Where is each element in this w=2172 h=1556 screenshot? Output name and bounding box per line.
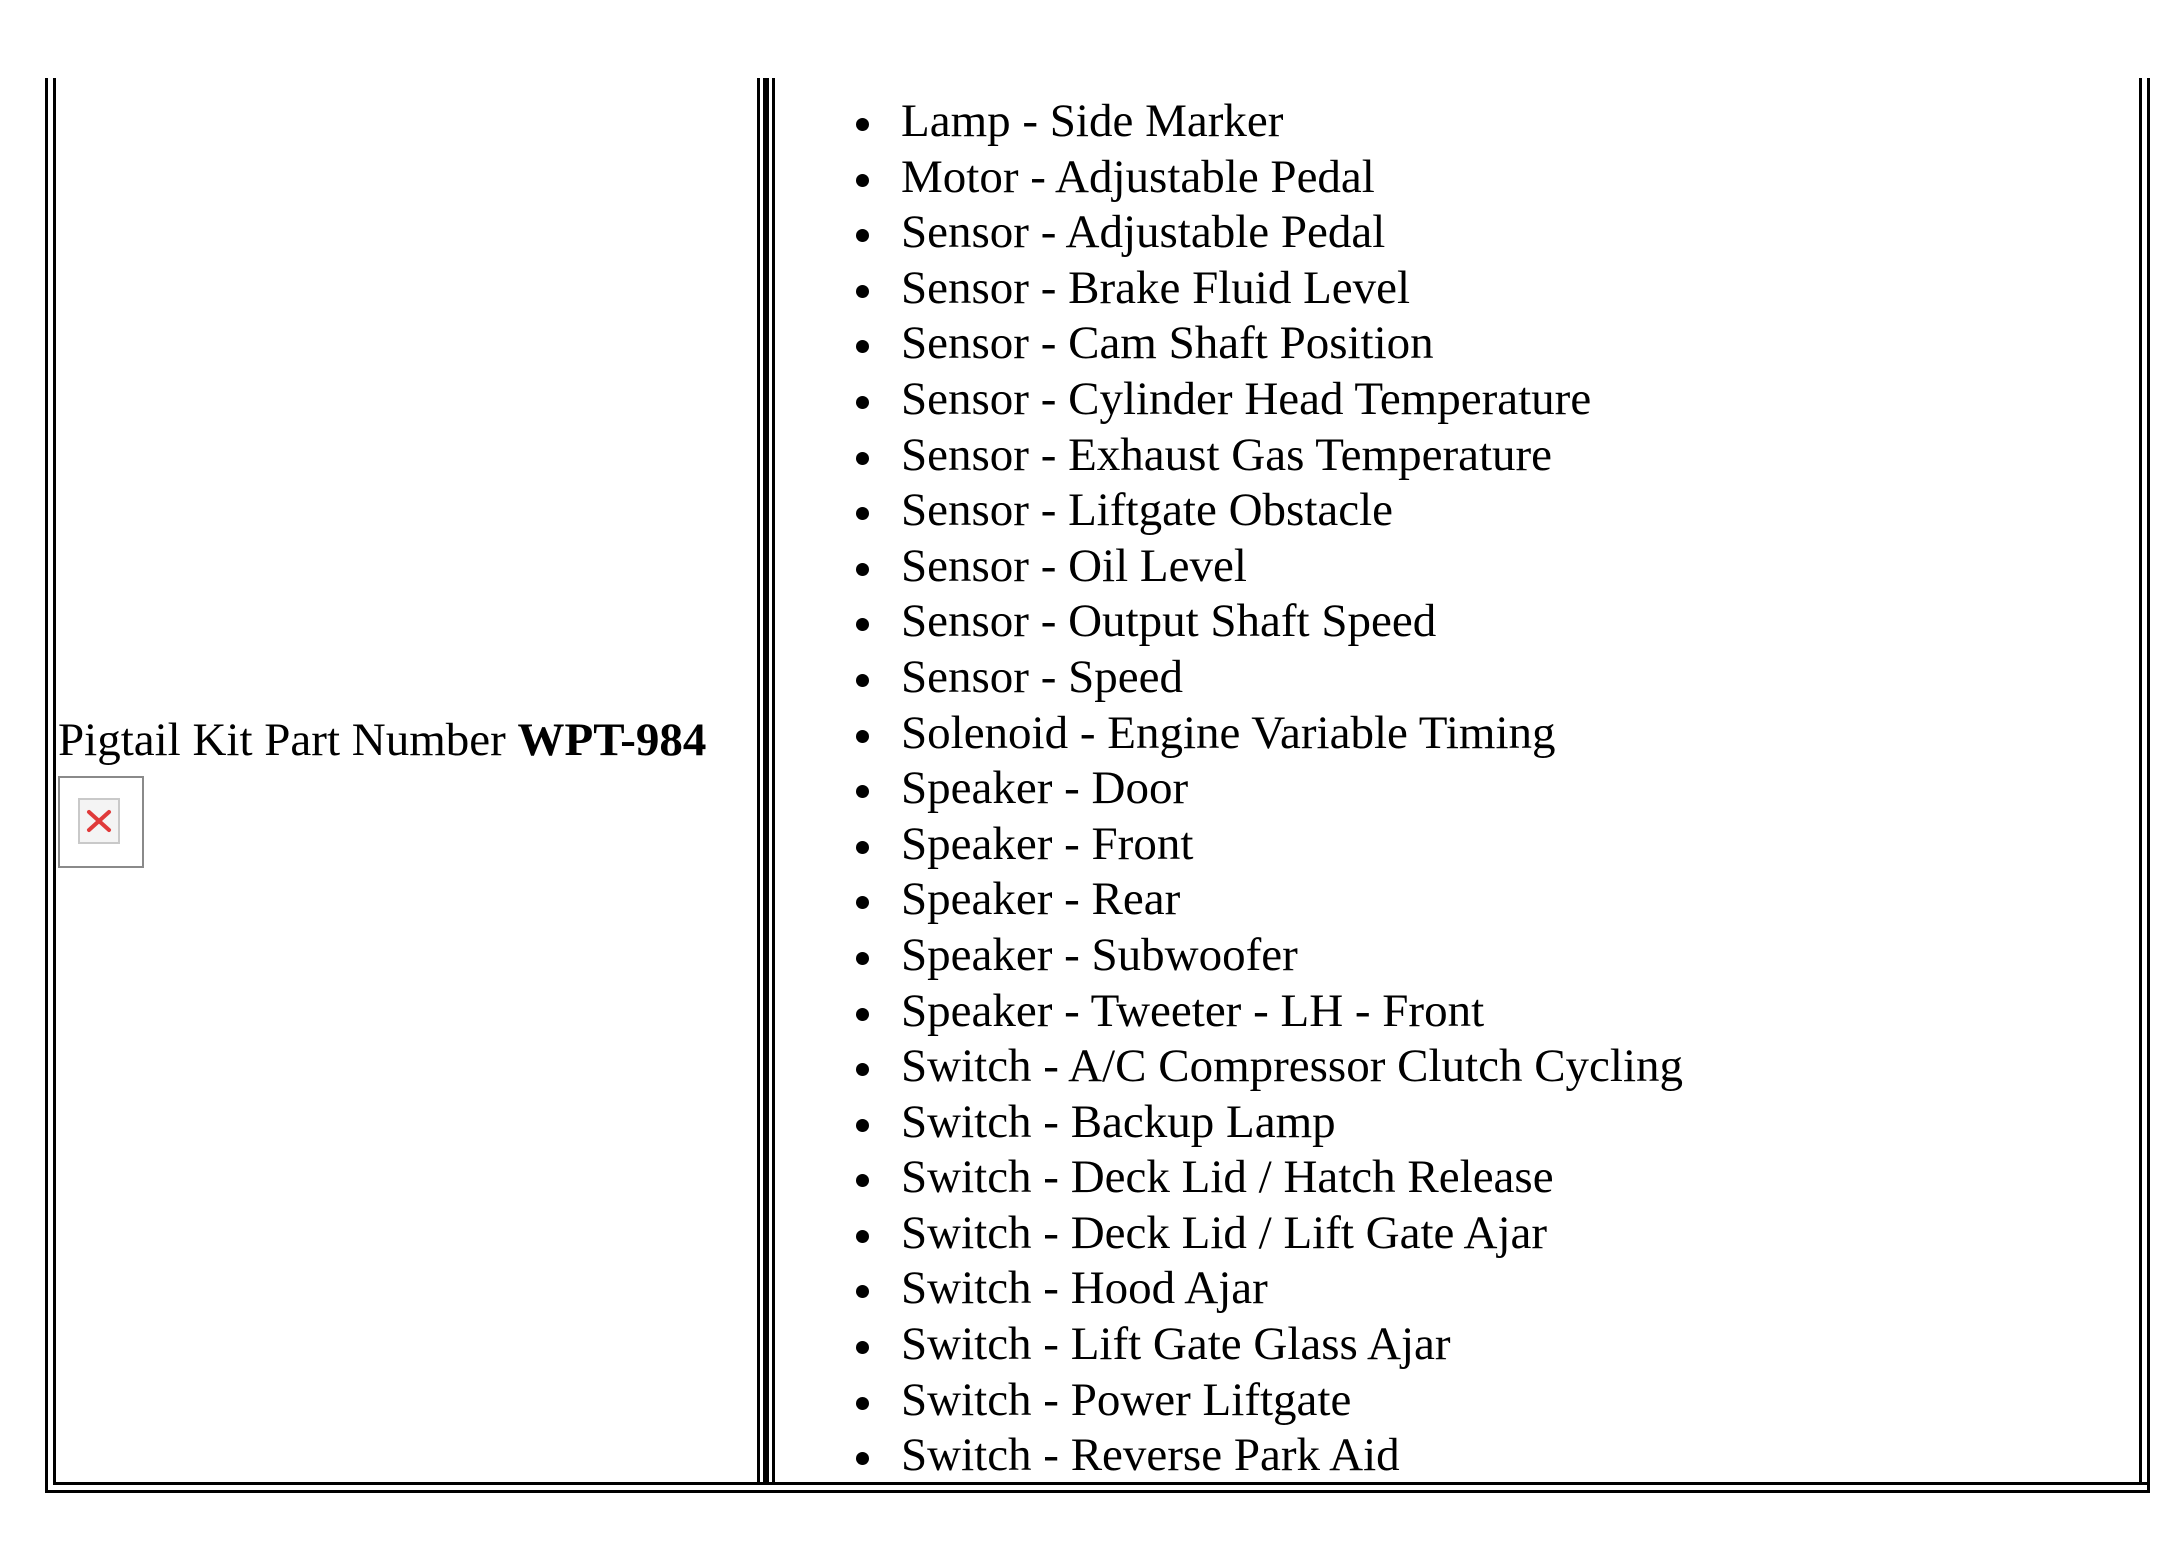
bullet-icon [856,229,869,242]
part-number-cell [58,712,758,868]
broken-image-frame [78,798,120,844]
bullet-icon [856,1063,869,1076]
cell-divider-line [772,78,775,1485]
list-item [850,428,1683,484]
list-item [850,316,1683,372]
cell-divider-line [766,78,769,1485]
bullet-icon [856,1452,869,1465]
list-item-text: Sensor - Brake Fluid Level [901,261,1411,314]
list-item-text: Switch - Power Liftgate [901,1373,1352,1426]
bullet-icon [856,1008,869,1021]
list-item [850,1317,1683,1373]
list-item [850,150,1683,206]
list-item [850,483,1683,539]
list-item [850,539,1683,595]
list-item [850,1039,1683,1095]
list-item [850,706,1683,762]
list-item [850,1428,1683,1484]
list-item-text: Solenoid - Engine Variable Timing [901,706,1556,759]
bullet-icon [856,952,869,965]
bullet-icon [856,507,869,520]
list-item-text: Speaker - Tweeter - LH - Front [901,984,1485,1037]
bullet-icon [856,452,869,465]
list-item [850,594,1683,650]
pigtail-kit-label-prefix: Pigtail Kit Part Number [58,714,518,766]
list-item-text: Sensor - Exhaust Gas Temperature [901,428,1553,481]
bullet-icon [856,174,869,187]
bullet-icon [856,1341,869,1354]
list-item [850,1261,1683,1317]
list-item-text: Sensor - Liftgate Obstacle [901,484,1394,537]
list-item-text: Speaker - Rear [901,873,1181,926]
part-number: WPT-984 [517,714,707,766]
bullet-icon [856,1230,869,1243]
component-list [850,94,1683,1484]
list-item-text: Sensor - Oil Level [901,539,1247,592]
bullet-icon [856,340,869,353]
list-item [850,817,1683,873]
table-border-left-outer [45,78,48,1493]
list-item-text: Switch - Hood Ajar [901,1262,1268,1315]
list-item [850,1373,1683,1429]
bullet-icon [856,285,869,298]
list-item-text: Sensor - Speed [901,650,1183,703]
bullet-icon [856,896,869,909]
list-item [850,928,1683,984]
list-item-text: Switch - A/C Compressor Clutch Cycling [901,1040,1684,1093]
bullet-icon [856,118,869,131]
list-item-text: Sensor - Cam Shaft Position [901,317,1434,370]
list-item [850,761,1683,817]
list-item-text: Sensor - Cylinder Head Temperature [901,372,1592,425]
bullet-icon [856,1119,869,1132]
bullet-icon [856,674,869,687]
broken-image-icon [58,776,144,868]
list-item-text: Lamp - Side Marker [901,95,1284,147]
list-item-text: Switch - Backup Lamp [901,1095,1336,1148]
table-border-right-inner [2139,78,2142,1485]
list-item-text: Switch - Deck Lid / Lift Gate Ajar [901,1206,1548,1259]
red-x-icon [86,809,112,833]
list-item-text: Speaker - Front [901,817,1194,870]
bullet-icon [856,841,869,854]
list-item [850,984,1683,1040]
list-item-text: Sensor - Adjustable Pedal [901,206,1386,259]
list-item [850,94,1683,150]
list-item-text: Speaker - Subwoofer [901,928,1298,981]
bullet-icon [856,730,869,743]
list-item [850,1150,1683,1206]
list-item [850,372,1683,428]
bullet-icon [856,563,869,576]
list-item-text: Speaker - Door [901,762,1189,815]
list-item [850,650,1683,706]
pigtail-kit-label [58,712,758,768]
table-border-right-outer [2147,78,2150,1493]
bullet-icon [856,1285,869,1298]
bullet-icon [856,396,869,409]
table-border-bottom-outer [45,1490,2150,1493]
list-item [850,1095,1683,1151]
list-item [850,1206,1683,1262]
list-item-text: Sensor - Output Shaft Speed [901,595,1437,648]
list-item-text: Motor - Adjustable Pedal [901,150,1375,203]
list-item [850,872,1683,928]
bullet-icon [856,618,869,631]
table-border-left-inner [53,78,56,1485]
bullet-icon [856,785,869,798]
bullet-icon [856,1397,869,1410]
list-item [850,261,1683,317]
list-item-text: Switch - Deck Lid / Hatch Release [901,1151,1554,1204]
bullet-icon [856,1174,869,1187]
list-item-text: Switch - Lift Gate Glass Ajar [901,1318,1451,1371]
list-item [850,205,1683,261]
list-item-text: Switch - Reverse Park Aid [901,1429,1400,1482]
